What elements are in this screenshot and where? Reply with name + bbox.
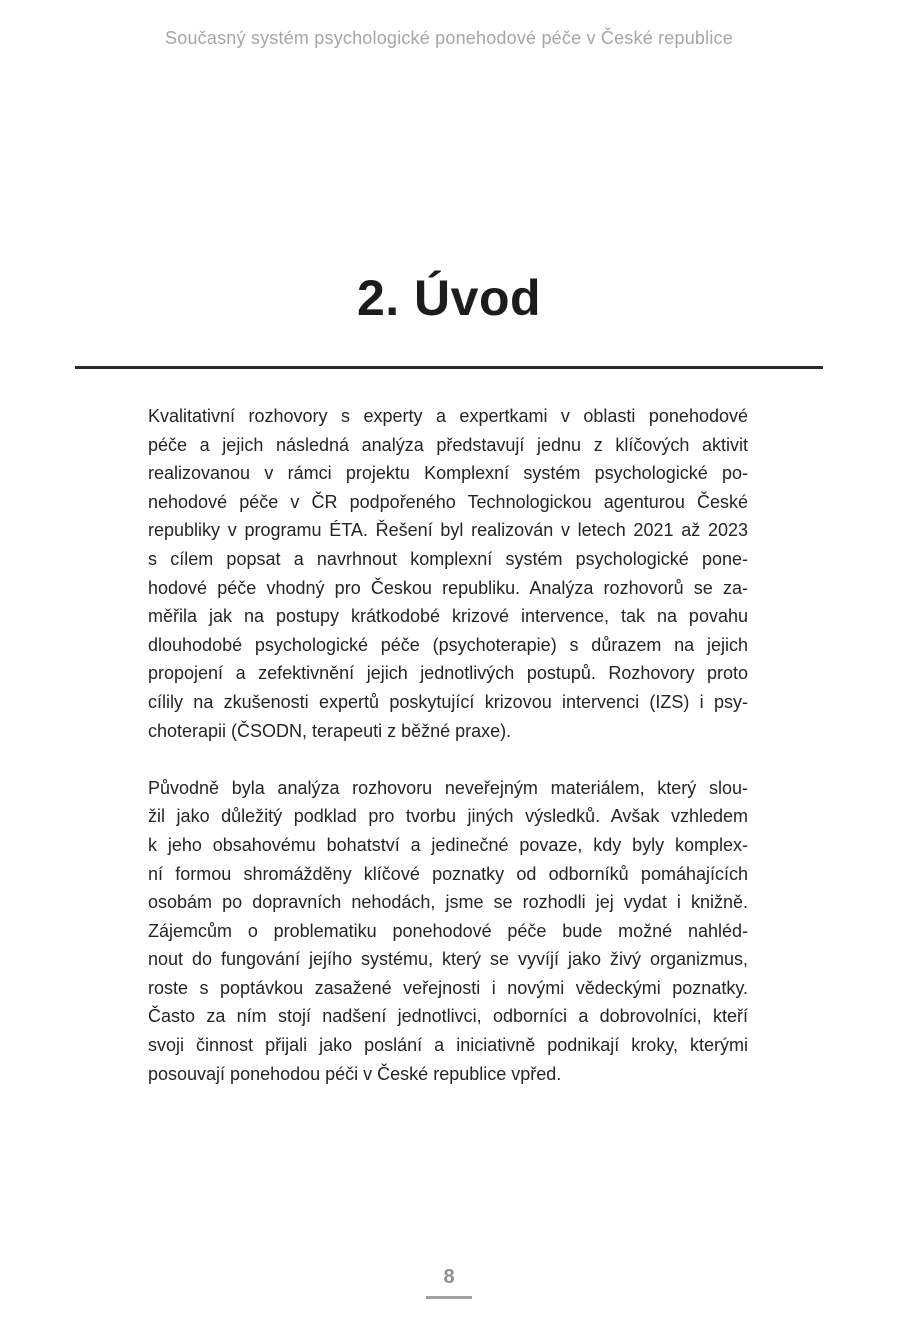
body-text	[148, 402, 748, 1117]
running-header: Současný systém psychologické ponehodové péče v České republice	[165, 28, 733, 48]
text-line: svoji činnost přijali jako poslání a iniciativně podnikají kroky, kterými	[148, 1035, 748, 1056]
text-line: žil jako důležitý podklad pro tvorbu jiných výsledků. Avšak vzhledem	[148, 806, 748, 827]
text-line: ní formou shromážděny klíčové poznatky od odborníků pomáhajících	[148, 863, 748, 884]
text-line: choterapii (ČSODN, terapeuti z běžné praxe).	[148, 720, 512, 741]
page-number-underline	[426, 1296, 472, 1299]
text-line: nehodové péče v ČR podpořeného Technologickou agenturou České	[148, 491, 748, 512]
page-footer	[0, 1266, 898, 1299]
page-number: 8	[443, 1266, 455, 1288]
text-line: dlouhodobé psychologické péče (psychoterapie) s důrazem na jejich	[148, 634, 748, 655]
text-line: měřila jak na postupy krátkodobé krizové intervence, tak na povahu	[148, 606, 748, 627]
text-line: nout do fungování jejího systému, který se vyvíjí jako živý organizmus,	[148, 949, 748, 970]
text-line: republiky v programu ÉTA. Řešení byl realizován v letech 2021 až 2023	[148, 520, 748, 541]
text-line: osobám po dopravních nehodách, jsme se rozhodli jej vydat i knižně.	[148, 892, 748, 913]
text-line: k jeho obsahovému bohatství a jedinečné povaze, kdy byly komplex-	[148, 834, 748, 855]
text-line: s cílem popsat a navrhnout komplexní systém psychologické pone-	[148, 548, 748, 569]
text-line: propojení a zefektivnění jejich jednotlivých postupů. Rozhovory proto	[148, 663, 748, 684]
text-line: hodové péče vhodný pro Českou republiku. Analýza rozhovorů se za-	[148, 577, 748, 598]
text-line: Původně byla analýza rozhovoru neveřejným materiálem, který slou-	[148, 777, 748, 798]
text-line: Často za ním stojí nadšení jednotlivci, odborníci a dobrovolníci, kteří	[148, 1006, 748, 1027]
text-line: realizovanou v rámci projektu Komplexní systém psychologické po-	[148, 463, 748, 484]
text-line: cílily na zkušenosti expertů poskytující krizovou intervenci (IZS) i psy-	[148, 691, 748, 712]
text-line: Kvalitativní rozhovory s experty a expertkami v oblasti ponehodové	[148, 406, 748, 426]
paragraph-1	[148, 402, 748, 745]
title-divider	[75, 366, 823, 369]
text-line: péče a jejich následná analýza představují jednu z klíčových aktivit	[148, 434, 748, 455]
text-line: posouvají ponehodou péči v České republice vpřed.	[148, 1063, 562, 1084]
paragraph-2	[148, 774, 748, 1089]
text-line: roste s poptávkou zasažené veřejnosti i novými vědeckými poznatky.	[148, 977, 748, 998]
chapter-title: 2. Úvod	[356, 270, 542, 326]
text-line: Zájemcům o problematiku ponehodové péče bude možné nahléd-	[148, 920, 748, 941]
